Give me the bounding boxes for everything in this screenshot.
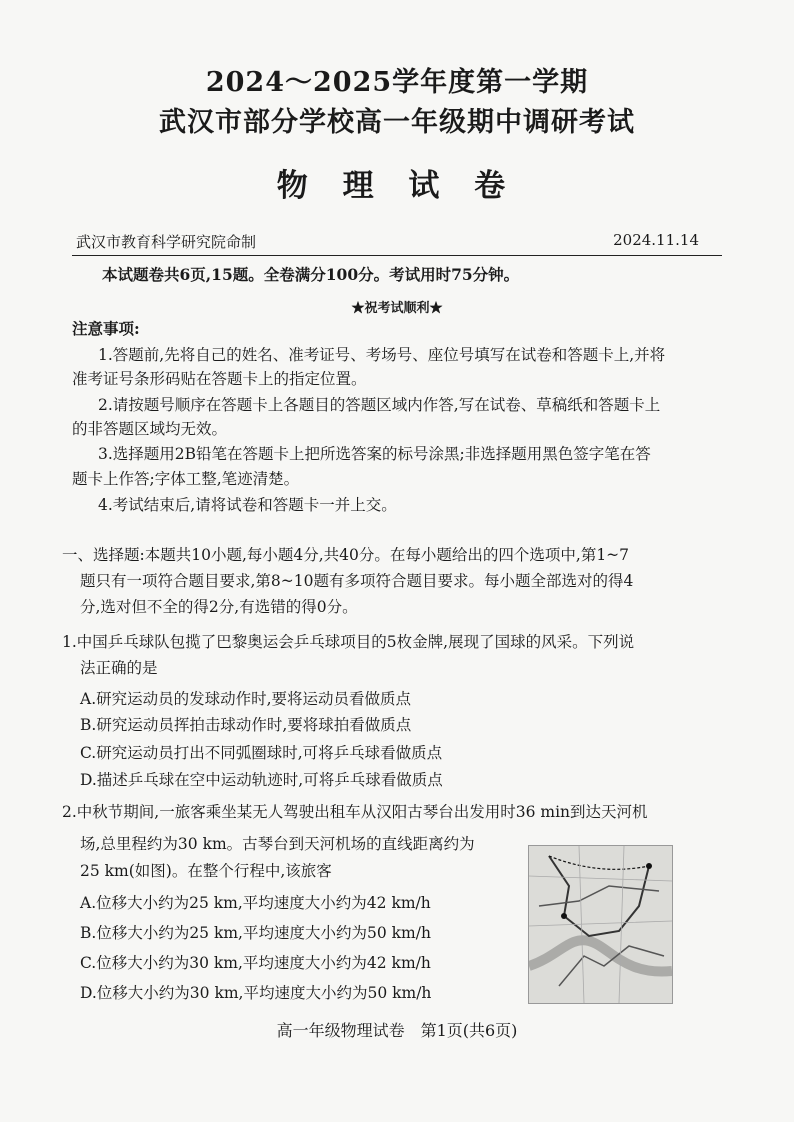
header-divider <box>72 255 722 256</box>
note-line: 4.考试结束后,请将试卷和答题卡一并上交。 <box>98 496 397 514</box>
section-instructions: 一、选择题:本题共10小题,每小题4分,共40分。在每小题给出的四个选项中,第1~7 <box>62 546 630 564</box>
title-term: 2024～2025学年度第一学期 <box>205 67 589 98</box>
question-1-stem: 法正确的是 <box>80 659 158 677</box>
question-2-stem: 2.中秋节期间,一旅客乘坐某无人驾驶出租车从汉阳古琴台出发用时36 min到达天河机 <box>62 803 648 821</box>
question-2-option-d: D.位移大小约为30 km,平均速度大小约为50 km/h <box>80 984 432 1002</box>
question-1-stem: 1.中国乒乓球队包揽了巴黎奥运会乒乓球项目的5枚金牌,展现了国球的风采。下列说 <box>62 633 635 651</box>
note-line: 1.答题前,先将自己的姓名、准考证号、考场号、座位号填写在试卷和答题卡上,并将 <box>98 346 666 364</box>
route-map-figure <box>528 845 673 1004</box>
note-line: 准考证号条形码贴在答题卡上的指定位置。 <box>72 370 367 388</box>
exam-date: 2024.11.14 <box>613 231 699 249</box>
question-2-option-b: B.位移大小约为25 km,平均速度大小约为50 km/h <box>80 924 431 942</box>
note-line: 3.选择题用2B铅笔在答题卡上把所选答案的标号涂黑;非选择题用黑色签字笔在答 <box>98 445 651 463</box>
question-1-option-a: A.研究运动员的发球动作时,要将运动员看做质点 <box>80 690 412 708</box>
note-line: 题卡上作答;字体工整,笔迹清楚。 <box>72 470 300 488</box>
note-line: 的非答题区域均无效。 <box>72 420 228 438</box>
question-2-stem: 25 km(如图)。在整个行程中,该旅客 <box>80 862 332 880</box>
question-2-option-c: C.位移大小约为30 km,平均速度大小约为42 km/h <box>80 954 431 972</box>
question-2-stem: 场,总里程约为30 km。古琴台到天河机场的直线距离约为 <box>80 835 475 853</box>
intro-text: 本试题卷共6页,15题。全卷满分100分。考试用时75分钟。 <box>102 265 520 284</box>
note-line: 2.请按题号顺序在答题卡上各题目的答题区域内作答,写在试卷、草稿纸和答题卡上 <box>98 396 661 414</box>
question-2-option-a: A.位移大小约为25 km,平均速度大小约为42 km/h <box>80 894 431 912</box>
route-map-svg <box>529 846 672 1003</box>
title-exam-name: 武汉市部分学校高一年级期中调研考试 <box>159 107 635 138</box>
title-subject: 物 理 试 卷 <box>276 168 518 204</box>
question-1-option-d: D.描述乒乓球在空中运动轨迹时,可将乒乓球看做质点 <box>80 771 443 789</box>
question-1-option-c: C.研究运动员打出不同弧圈球时,可将乒乓球看做质点 <box>80 744 443 762</box>
notes-heading: 注意事项: <box>72 319 140 338</box>
question-1-option-b: B.研究运动员挥拍击球动作时,要将球拍看做质点 <box>80 716 412 734</box>
section-instructions: 分,选对但不全的得2分,有选错的得0分。 <box>80 598 358 616</box>
issuer: 武汉市教育科学研究院命制 <box>76 233 257 251</box>
page-footer: 高一年级物理试卷 第1页(共6页) <box>276 1021 518 1040</box>
section-instructions: 题只有一项符合题目要求,第8~10题有多项符合题目要求。每小题全部选对的得4 <box>80 572 634 590</box>
wish-text: ★祝考试顺利★ <box>351 301 443 316</box>
